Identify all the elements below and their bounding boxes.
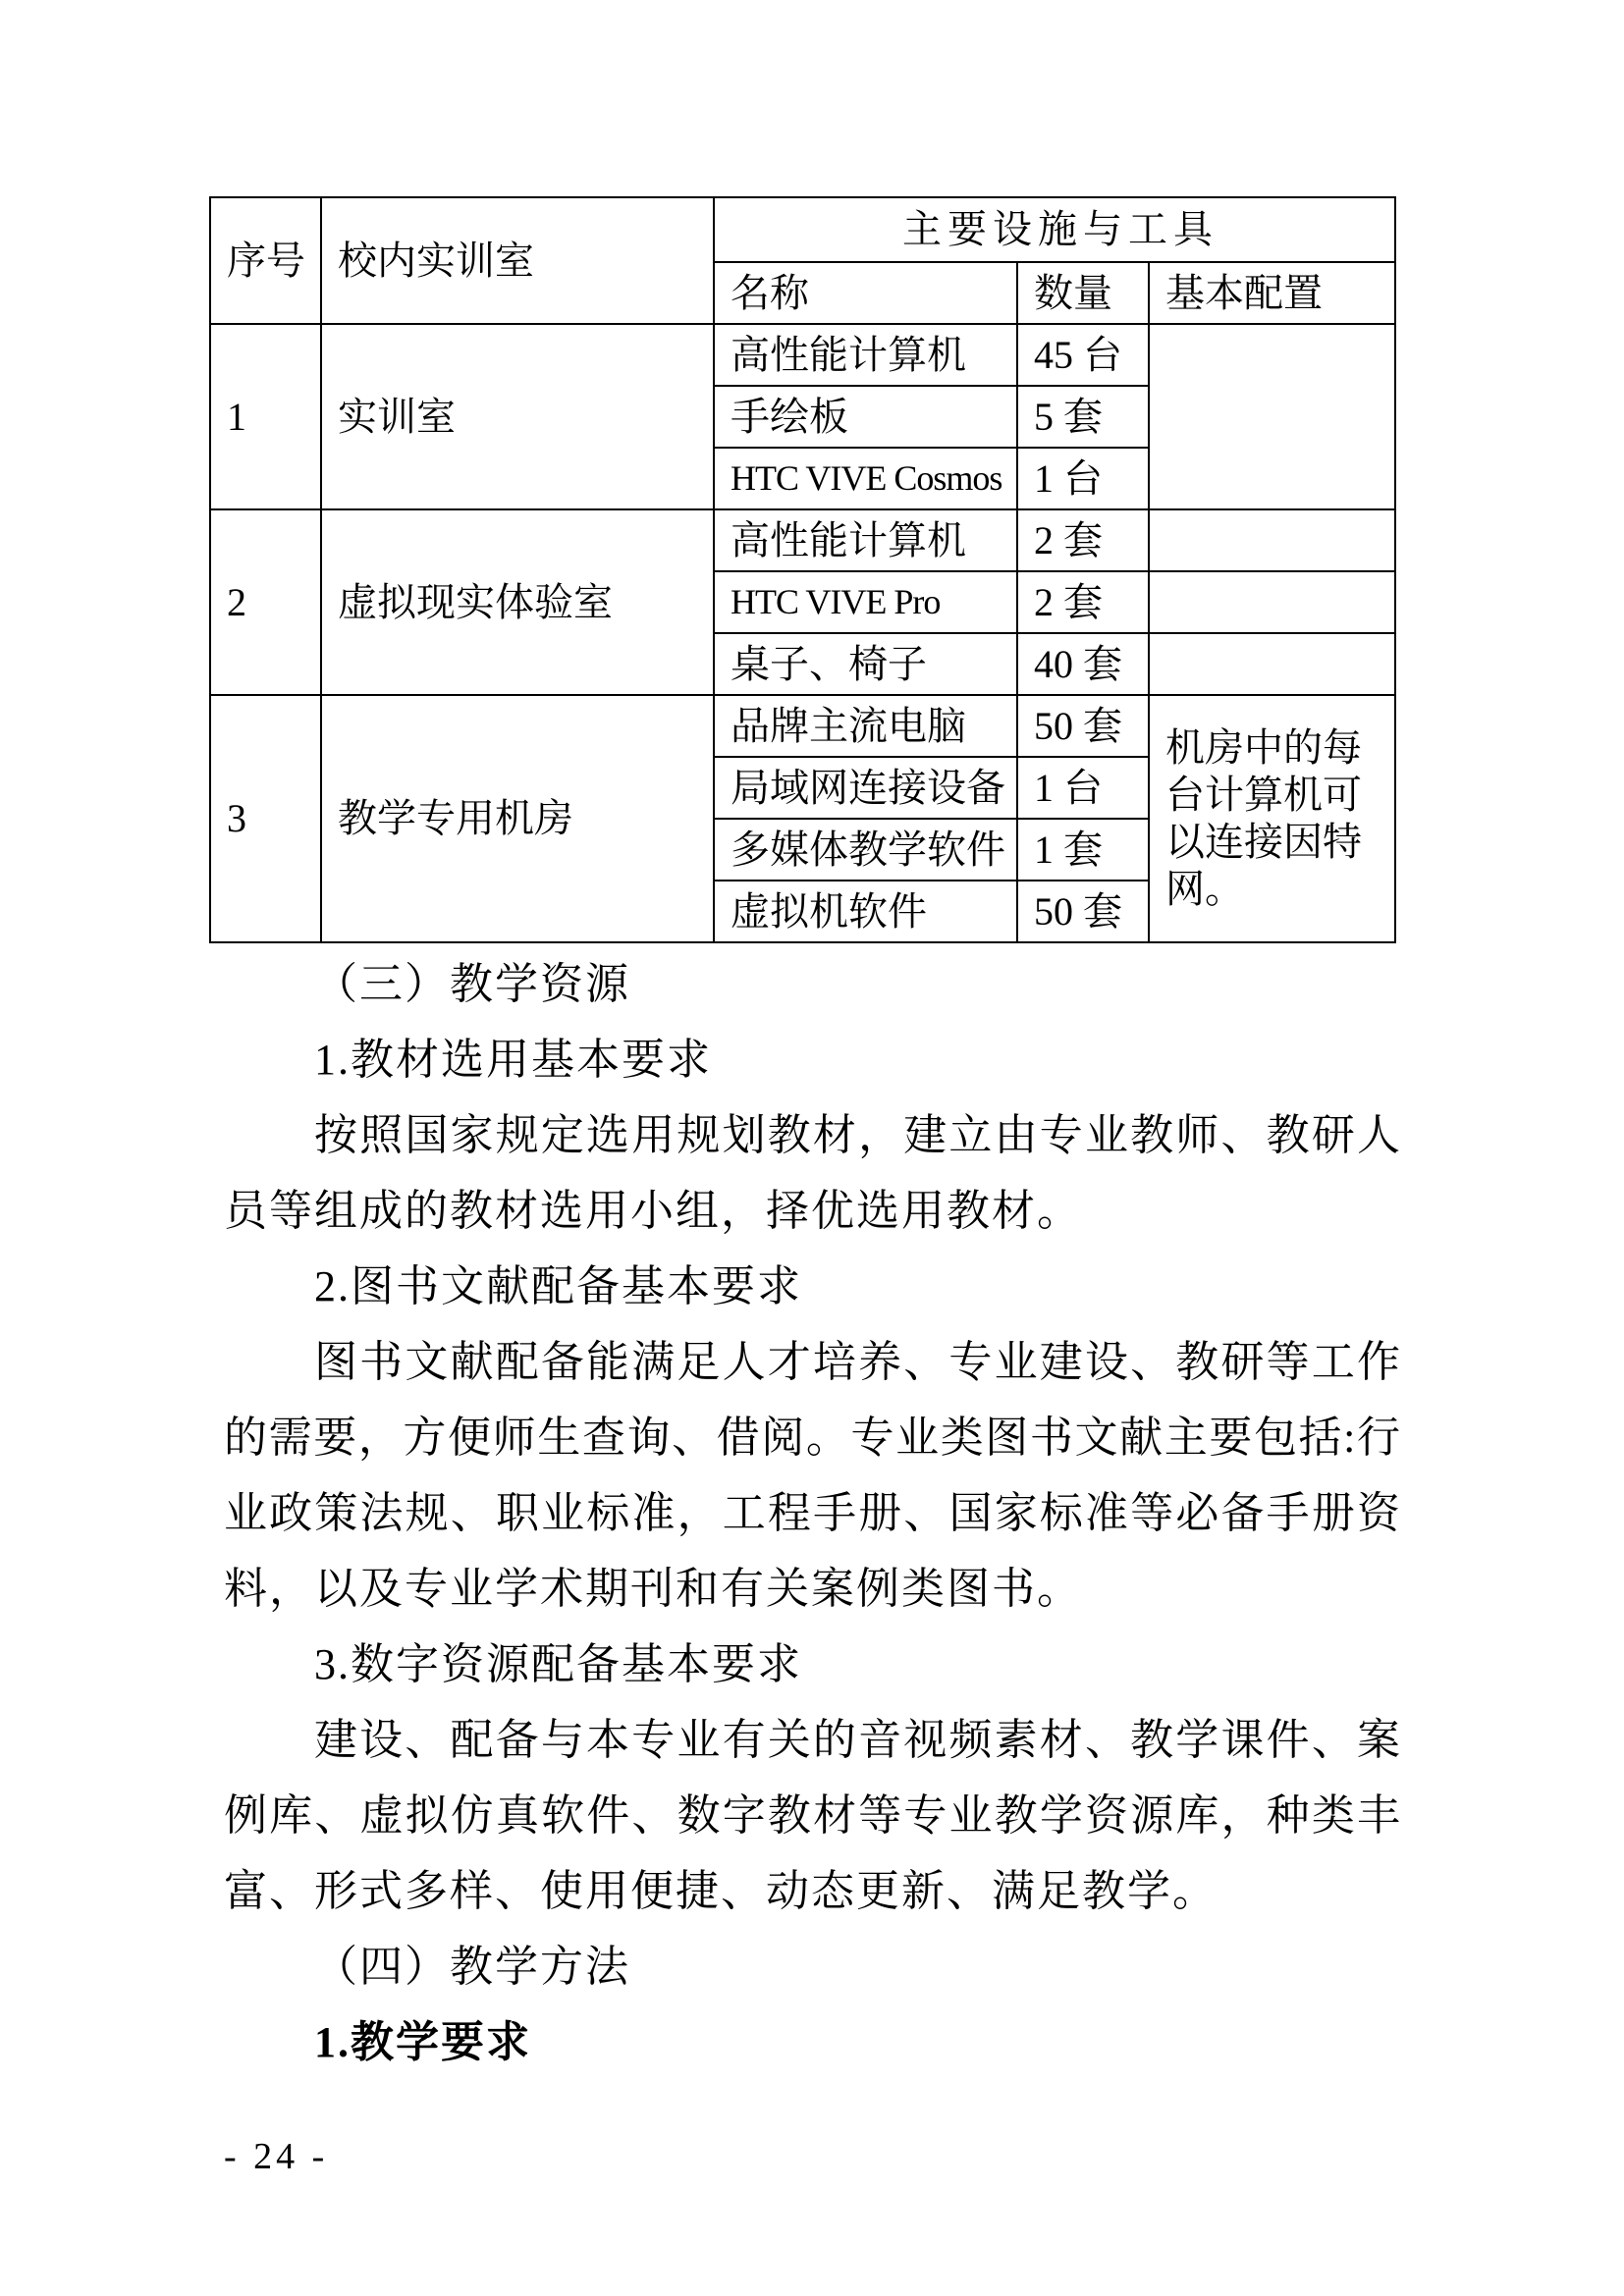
- heading-section-3: （三）教学资源: [314, 960, 630, 1008]
- facility-name: 虚拟机软件: [714, 881, 1017, 942]
- room-name: 实训室: [321, 324, 714, 509]
- facility-qty: 5 套: [1017, 386, 1149, 448]
- header-col-config: 基本配置: [1149, 262, 1395, 324]
- facility-name: 多媒体教学软件: [714, 819, 1017, 881]
- para-line: 图书文献配备能满足人才培养、专业建设、教研等工作: [314, 1338, 1400, 1386]
- para-line: 例库、虚拟仿真软件、数字教材等专业教学资源库，种类丰: [224, 1791, 1400, 1840]
- header-col-index: 序号: [210, 197, 321, 324]
- facility-qty: 2 套: [1017, 509, 1149, 571]
- facility-config: [1149, 633, 1395, 695]
- facilities-table: [209, 196, 1396, 943]
- facility-name: HTC VIVE Pro: [714, 571, 1017, 633]
- header-col-qty: 数量: [1017, 262, 1149, 324]
- para-line: 的需要，方便师生查询、借阅。专业类图书文献主要包括:行: [224, 1414, 1400, 1462]
- facility-qty: 2 套: [1017, 571, 1149, 633]
- facility-qty: 40 套: [1017, 633, 1149, 695]
- header-col-facilities: 主要设施与工具: [714, 197, 1395, 262]
- facility-config: 机房中的每台计算机可以连接因特网。: [1149, 695, 1395, 942]
- header-col-room: 校内实训室: [321, 197, 714, 324]
- para-line: 按照国家规定选用规划教材，建立由专业教师、教研人: [314, 1111, 1400, 1159]
- para-line: 建设、配备与本专业有关的音视频素材、教学课件、案: [314, 1716, 1400, 1764]
- room-name: 教学专用机房: [321, 695, 714, 942]
- para-line: 料，以及专业学术期刊和有关案例类图书。: [224, 1565, 1082, 1613]
- facility-qty: 50 套: [1017, 881, 1149, 942]
- heading-section-4: （四）教学方法: [314, 1943, 630, 1991]
- facility-config: [1149, 571, 1395, 633]
- row-index: 1: [210, 324, 321, 509]
- facility-qty: 1 台: [1017, 448, 1149, 509]
- row-index: 2: [210, 509, 321, 695]
- facility-qty: 1 套: [1017, 819, 1149, 881]
- body-text: [224, 946, 1400, 2080]
- facility-qty: 45 台: [1017, 324, 1149, 386]
- facility-name: 高性能计算机: [714, 324, 1017, 386]
- heading-item-2: 2.图书文献配备基本要求: [314, 1262, 802, 1310]
- row-index: 3: [210, 695, 321, 942]
- facility-qty: 50 套: [1017, 695, 1149, 757]
- heading-item-4: 1.教学要求: [314, 2018, 531, 2066]
- facility-config: [1149, 509, 1395, 571]
- header-col-name: 名称: [714, 262, 1017, 324]
- facility-config: [1149, 324, 1395, 509]
- room-name: 虚拟现实体验室: [321, 509, 714, 695]
- heading-item-3: 3.数字资源配备基本要求: [314, 1640, 802, 1688]
- para-line: 员等组成的教材选用小组，择优选用教材。: [224, 1187, 1082, 1235]
- facility-name: 桌子、椅子: [714, 633, 1017, 695]
- facility-name: 品牌主流电脑: [714, 695, 1017, 757]
- facility-name: 手绘板: [714, 386, 1017, 448]
- facility-name: 局域网连接设备: [714, 757, 1017, 819]
- facility-name: HTC VIVE Cosmos: [714, 448, 1017, 509]
- facility-name: 高性能计算机: [714, 509, 1017, 571]
- para-line: 业政策法规、职业标准，工程手册、国家标准等必备手册资: [224, 1489, 1400, 1537]
- para-line: 富、形式多样、使用便捷、动态更新、满足教学。: [224, 1867, 1218, 1915]
- facility-qty: 1 台: [1017, 757, 1149, 819]
- heading-item-1: 1.教材选用基本要求: [314, 1036, 712, 1084]
- page-number: - 24 -: [224, 2136, 329, 2177]
